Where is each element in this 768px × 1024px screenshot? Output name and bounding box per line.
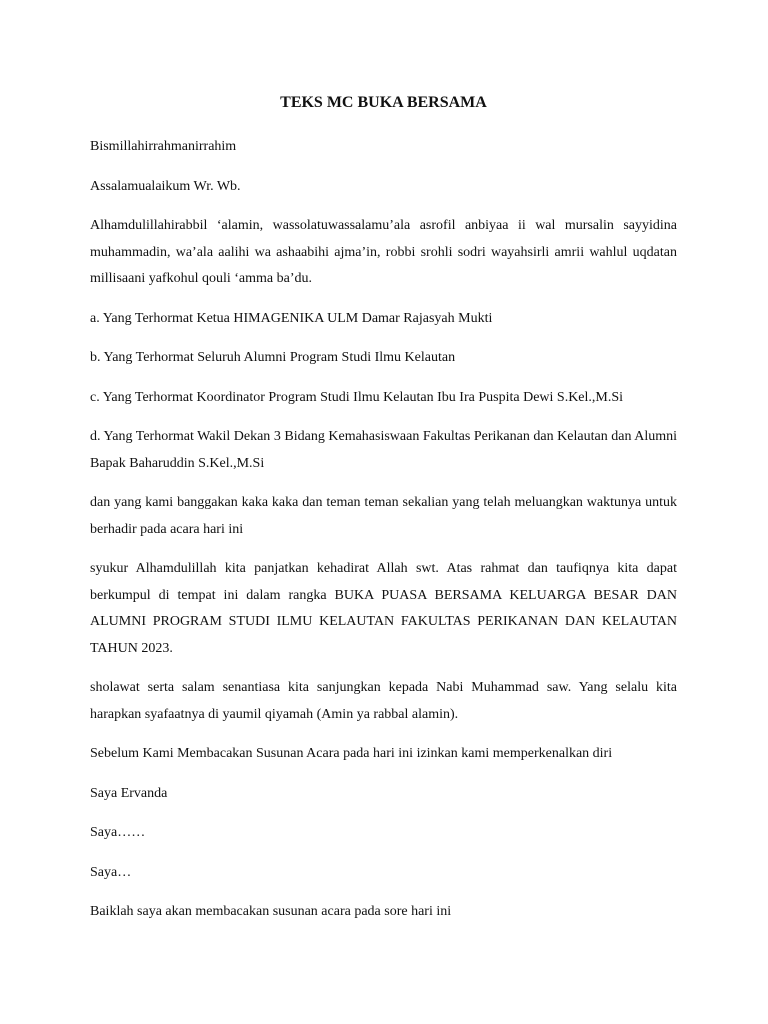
paragraph-mc-3: Saya… <box>90 864 132 880</box>
document-title: TEKS MC BUKA BERSAMA <box>280 94 487 111</box>
paragraph-introduction: Sebelum Kami Membacakan Susunan Acara pada hari ini izinkan kami memperkenalkan diri <box>90 746 613 761</box>
paragraph-salutation-a: a. Yang Terhormat Ketua HIMAGENIKA ULM Damar Rajasyah Mukti <box>90 310 493 326</box>
paragraph-agenda-intro: Baiklah saya akan membacakan susunan acara pada sore hari ini <box>90 904 452 919</box>
paragraph-opening-prayer: Alhamdulillahirabbil ‘alamin, wassolatuwassalamu’ala asrofil anbiyaa ii wal mursalin sayyidina muhammadin, wa’ala aalihi wa ashaabihi ajma’in, robbi srohli sodri wayahsirli amrii wahlul uqdatan millisaani yafkohul qouli ‘amma ba’du. <box>90 218 677 286</box>
document-body <box>90 92 677 939</box>
paragraph-salutation-b: b. Yang Terhormat Seluruh Alumni Program Studi Ilmu Kelautan <box>90 350 456 365</box>
paragraph-mc-2: Saya…… <box>90 825 146 840</box>
paragraph-basmalah: Bismillahirrahmanirrahim <box>90 139 237 154</box>
paragraph-salutation-d: d. Yang Terhormat Wakil Dekan 3 Bidang Kemahasiswaan Fakultas Perikanan dan Kelautan dan Alumni Bapak Baharuddin S.Kel.,M.Si <box>90 429 677 471</box>
paragraph-salutation-c: c. Yang Terhormat Koordinator Program Studi Ilmu Kelautan Ibu Ira Puspita Dewi S.Kel.,M.Si <box>90 389 624 405</box>
paragraph-gratitude: syukur Alhamdulillah kita panjatkan kehadirat Allah swt. Atas rahmat dan taufiqnya kita dapat berkumpul di tempat ini dalam rangka BUKA PUASA BERSAMA KELUARGA BESAR DAN ALUMNI PROGRAM STUDI ILMU KELAUTAN FAKULTAS PERIKANAN DAN KELAUTAN TAHUN 2023. <box>90 561 677 656</box>
paragraph-sholawat: sholawat serta salam senantiasa kita sanjungkan kepada Nabi Muhammad saw. Yang selalu kita harapkan syafaatnya di yaumil qiyamah (Amin ya rabbal alamin). <box>90 680 677 722</box>
paragraph-welcome-guests: dan yang kami banggakan kaka kaka dan teman teman sekalian yang telah meluangkan waktunya untuk berhadir pada acara hari ini <box>90 495 677 537</box>
paragraph-mc-1: Saya Ervanda <box>90 785 168 801</box>
paragraph-greeting: Assalamualaikum Wr. Wb. <box>90 178 241 194</box>
